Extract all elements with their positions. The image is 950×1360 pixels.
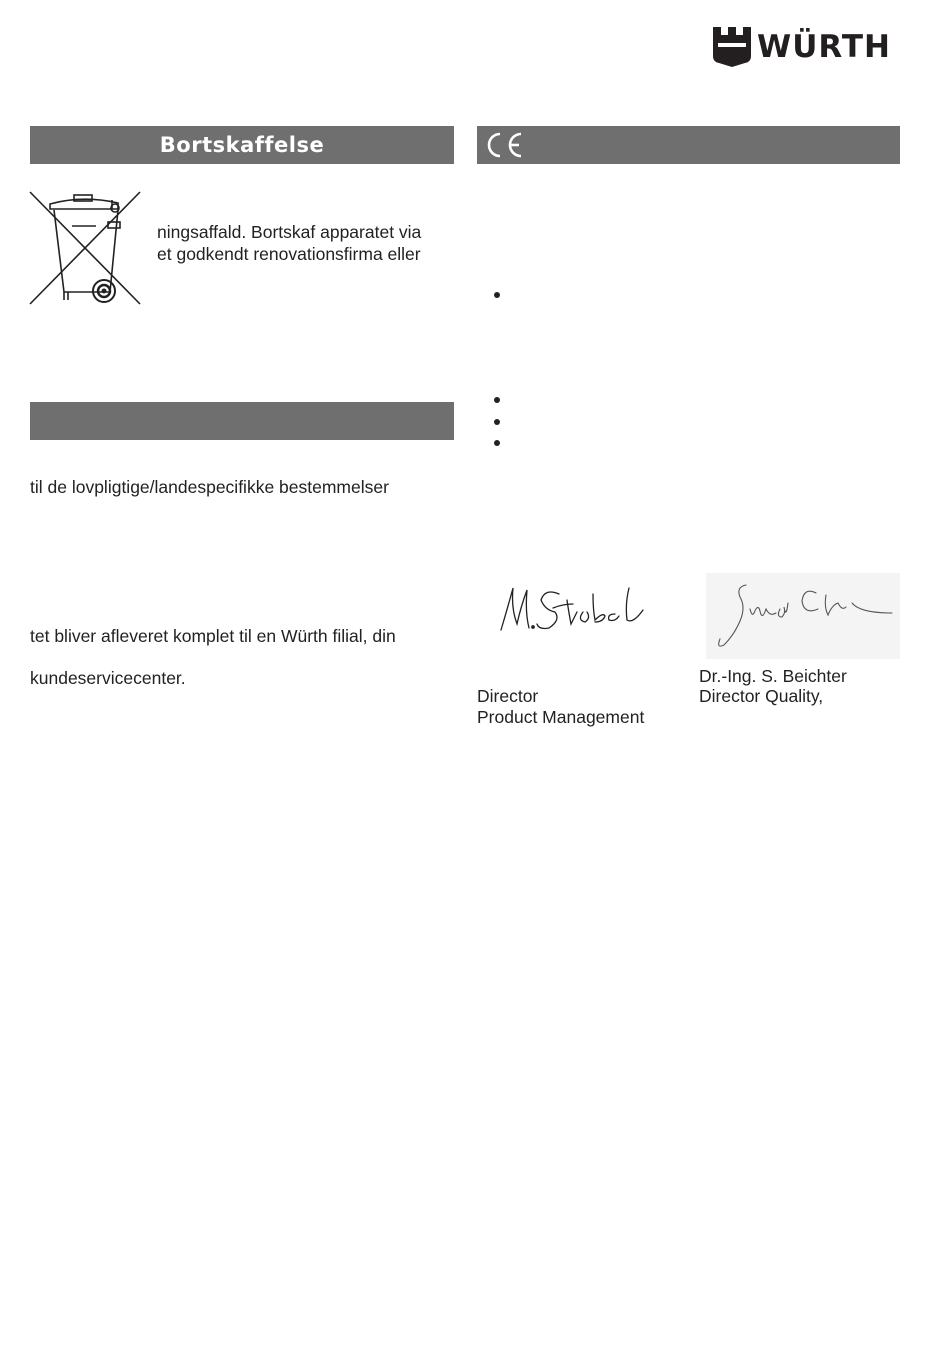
bullet-3 [494,419,500,425]
ce-mark-icon [483,130,527,160]
brand-logo [712,26,904,68]
signature-beichter [706,573,900,659]
bullet-2 [494,397,500,403]
disposal-title: Bortskaffelse [159,133,325,157]
bullet-4 [494,440,500,446]
wurth-logo-icon [712,26,752,68]
ce-header-bar [477,126,900,164]
disposal-header-bar [30,126,454,164]
crossed-out-wheelie-bin-icon [28,190,144,306]
section-line-1: til de lovpligtige/landespecifikke bestemmelser [30,477,389,497]
disposal-line-2: et godkendt renovationsfirma eller [157,244,421,264]
signature-2-name: Dr.-Ing. S. Beichter [699,666,847,686]
signature-1-role-line-1: Director [477,686,539,706]
section-line-3: kundeservicecenter. [30,668,186,688]
section-header-bar [30,402,454,440]
signature-2-role: Director Quality, [699,686,824,706]
signature-1-role-line-2: Product Management [477,707,645,727]
section-line-2: tet bliver afleveret komplet til en Würth filial, din [30,626,396,646]
bullet-1 [494,292,500,298]
disposal-line-1: ningsaffald. Bortskaf apparatet via [157,222,422,242]
signature-strobel [497,580,649,636]
brand-name: WÜRTH [757,29,891,65]
